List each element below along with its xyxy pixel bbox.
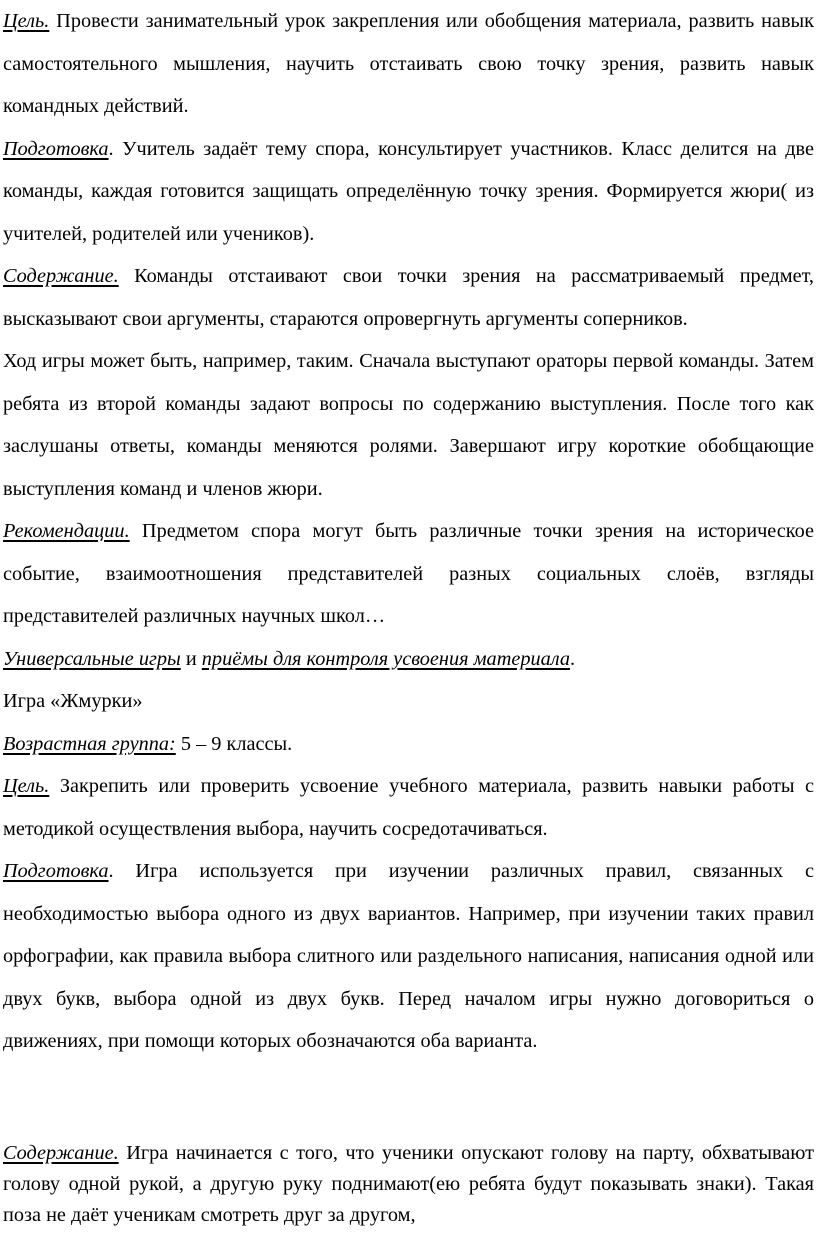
label-content: Содержание. [3, 1142, 119, 1164]
heading-part-2: приёмы для контроля усвоения материала [201, 647, 571, 670]
paragraph-age-group [0, 723, 816, 766]
label-content: Содержание. [3, 265, 119, 287]
paragraph-goal-1 [0, 0, 816, 128]
label-recommendations: Рекомендации. [3, 520, 130, 542]
paragraph-text: . Учитель задаёт тему спора, консультирует участников. Класс делится на две команды, каждая готовится защищать определённую точку зрения. Формируется жюри( из учителей, родителей или учеников). [3, 137, 814, 245]
heading-conjunction: и [180, 647, 202, 670]
paragraph-text: Провести занимательный урок закрепления или обобщения материала, развить навык самостоятельного мышления, научить отстаивать свою точку зрения, развить навык командных действий. [3, 10, 814, 117]
paragraph-text: 5 – 9 классы. [175, 732, 293, 755]
game-title-text: Игра «Жмурки» [3, 690, 143, 712]
paragraph-text: Предметом спора могут быть различные точки зрения на историческое событие, взаимоотношения представителей разных социальных слоёв, взгляды представителей различных научных школ… [3, 520, 814, 627]
paragraph-text: Закрепить или проверить усвоение учебного материала, развить навыки работы с методикой осуществления выбора, научить сосредотачиваться. [3, 775, 814, 840]
paragraph-text: Игра начинается с того, что ученики опускают голову на парту, обхватывают голову одной рукой, а другую руку поднимают(ею ребята будут показывать знаки). Такая поза не даёт ученикам смотреть друг за другом, [3, 1142, 814, 1226]
heading-part-1: Универсальные игры [3, 647, 181, 670]
paragraph-preparation-2 [0, 850, 816, 1063]
paragraph-content-2 [0, 1138, 816, 1231]
paragraph-text: . Игра используется при изучении различных правил, связанных с необходимостью выбора одного из двух вариантов. Например, при изучении таких правил орфографии, как правила выбора слитного или раздельного написания, написания одной или двух букв, выбора одной из двух букв. Перед началом игры нужно договориться о движениях, при помощи которых обозначаются оба варианта. [3, 860, 814, 1052]
paragraph-recommendations [0, 510, 816, 638]
heading-period: . [570, 647, 576, 670]
game-title [0, 680, 816, 723]
paragraph-goal-2 [0, 765, 816, 850]
label-preparation: Подготовка [3, 137, 109, 160]
label-goal: Цель. [3, 775, 50, 797]
paragraph-text: Ход игры может быть, например, таким. Сначала выступают ораторы первой команды. Затем ребята из второй команды задают вопросы по содержанию выступления. После того как заслушаны ответы, команды меняются ролями. Завершают игру короткие обобщающие выступления команд и членов жюри. [3, 350, 814, 500]
section-heading-universal-games [0, 638, 816, 681]
paragraph-game-flow [0, 340, 816, 510]
paragraph-text: Команды отстаивают свои точки зрения на рассматриваемый предмет, высказывают свои аргументы, стараются опровергнуть аргументы соперников. [3, 265, 814, 330]
label-preparation: Подготовка [3, 860, 109, 882]
label-goal: Цель. [3, 10, 50, 32]
paragraph-content-2-wrapper [0, 1138, 816, 1231]
paragraph-preparation-1 [0, 128, 816, 256]
paragraph-content-1 [0, 255, 816, 340]
label-age-group: Возрастная группа: [3, 732, 176, 755]
